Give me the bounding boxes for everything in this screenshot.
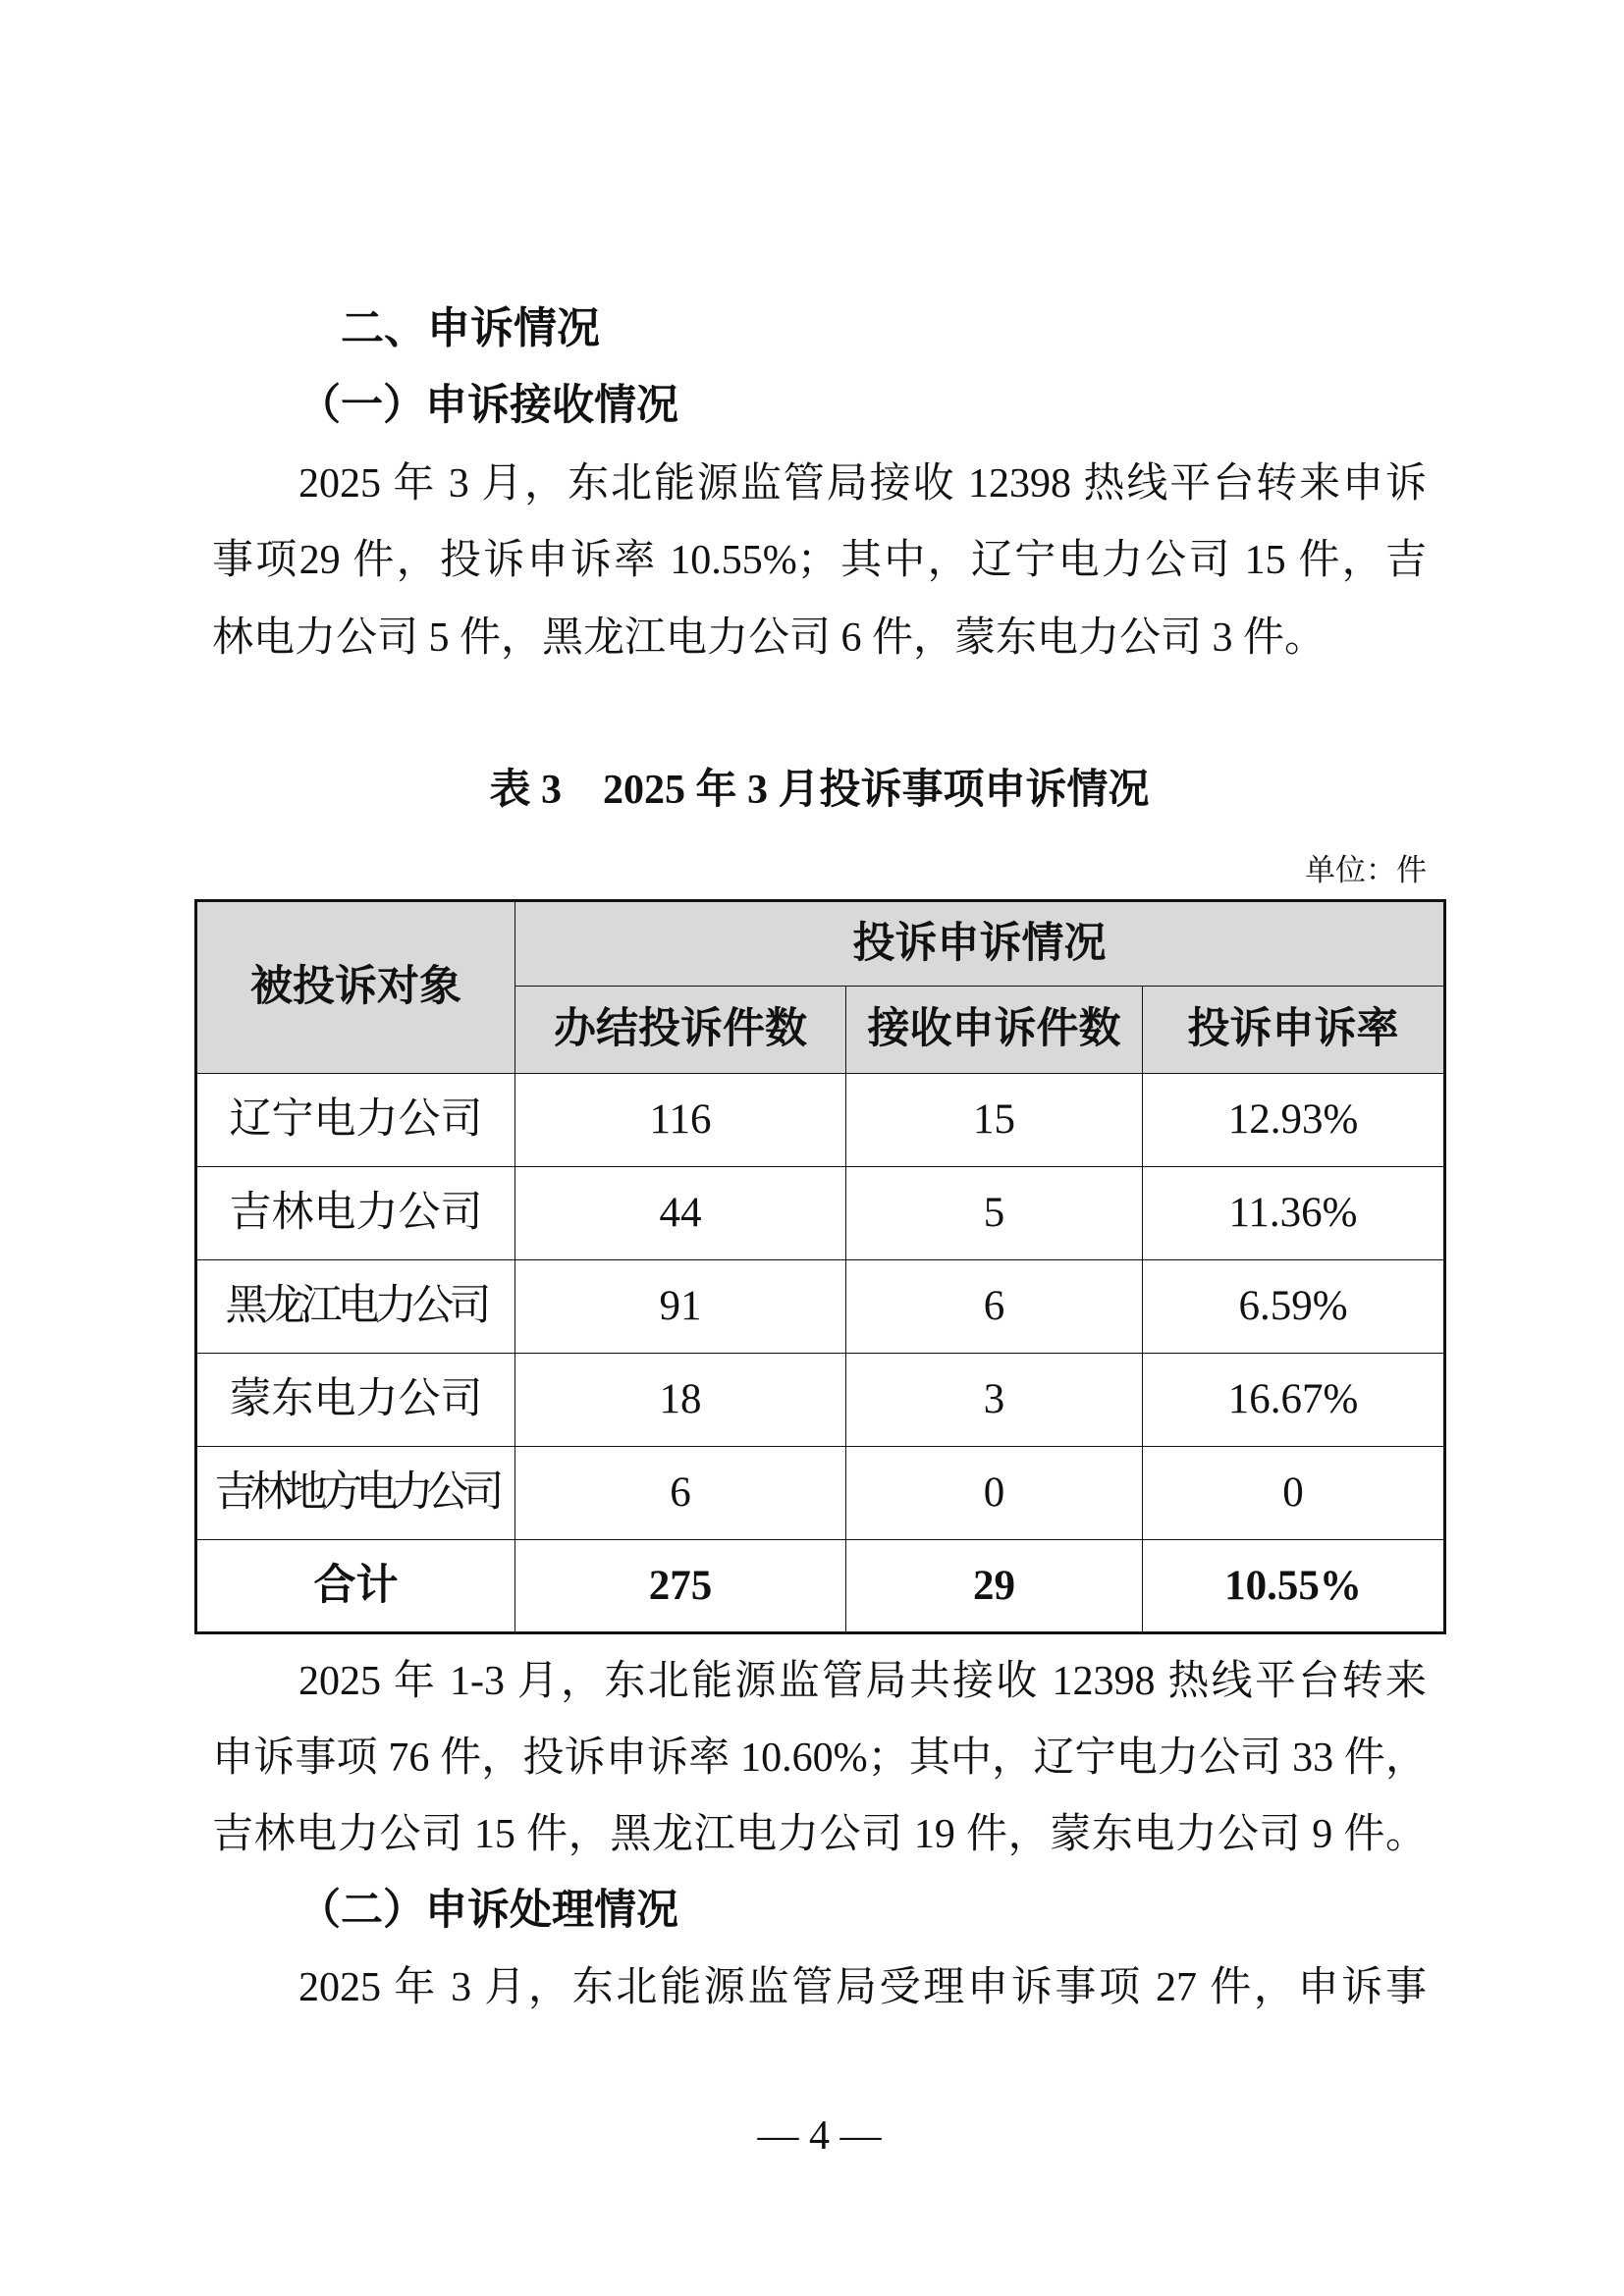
- total-closed-count-cell: 275: [515, 1540, 846, 1633]
- header-closed-complaints: 办结投诉件数: [515, 987, 846, 1074]
- paragraph-line: 2025 年 3 月，东北能源监管局受理申诉事项 27 件，申诉事: [298, 1965, 1427, 2010]
- table-title: 表 3 2025 年 3 月投诉事项申诉情况: [489, 768, 1150, 813]
- paragraph-line: 林电力公司 5 件，黑龙江电力公司 6 件，蒙东电力公司 3 件。: [212, 615, 1326, 661]
- appeal-count-cell: 3: [846, 1354, 1143, 1447]
- header-received-appeals: 接收申诉件数: [846, 987, 1143, 1074]
- closed-count-cell: 6: [515, 1447, 846, 1540]
- table-total-row: [196, 1540, 1445, 1633]
- company-cell: 吉林地方电力公司: [196, 1447, 515, 1540]
- total-label-cell: 合计: [196, 1540, 515, 1633]
- paragraph-q1-appeals: [212, 1643, 1427, 1873]
- paragraph-line: 2025 年 1-3 月，东北能源监管局共接收 12398 热线平台转来: [298, 1659, 1427, 1704]
- appeal-count-cell: 5: [846, 1167, 1143, 1260]
- section-appeals-top: [212, 291, 1427, 677]
- paragraph-line: 事项29 件，投诉申诉率 10.55%；其中，辽宁电力公司 15 件，吉: [212, 538, 1427, 584]
- page-number: — 4 —: [757, 2113, 882, 2159]
- company-cell: 黑龙江电力公司: [196, 1260, 515, 1354]
- table-header-row: [196, 901, 1445, 987]
- paragraph-line: 2025 年 3 月，东北能源监管局接收 12398 热线平台转来申诉: [298, 460, 1427, 507]
- company-cell: 蒙东电力公司: [196, 1354, 515, 1447]
- header-appeal-rate: 投诉申诉率: [1143, 987, 1445, 1074]
- table-row: [196, 1167, 1445, 1260]
- header-complaint-target: 被投诉对象: [196, 901, 515, 1074]
- table-row: [196, 1354, 1445, 1447]
- appeal-rate-cell: 16.67%: [1143, 1354, 1445, 1447]
- appeal-rate-cell: 11.36%: [1143, 1167, 1445, 1260]
- appeal-rate-cell: 12.93%: [1143, 1074, 1445, 1167]
- closed-count-cell: 116: [515, 1074, 846, 1167]
- closed-count-cell: 44: [515, 1167, 846, 1260]
- paragraph-appeal-handling: [212, 1949, 1427, 2026]
- appeal-count-cell: 6: [846, 1260, 1143, 1354]
- appeal-count-cell: 15: [846, 1074, 1143, 1167]
- table-unit-label: 单位：件: [1305, 853, 1427, 887]
- appeal-rate-cell: 0: [1143, 1447, 1445, 1540]
- subsection-heading-appeal-receipt: （一）申诉接收情况: [298, 382, 678, 429]
- paragraph-line: 申诉事项 76 件，投诉申诉率 10.60%；其中，辽宁电力公司 33 件，: [212, 1735, 1427, 1781]
- total-appeal-count-cell: 29: [846, 1540, 1143, 1633]
- paragraph-march-appeals: [212, 446, 1427, 677]
- closed-count-cell: 18: [515, 1354, 846, 1447]
- closed-count-cell: 91: [515, 1260, 846, 1354]
- appeal-count-cell: 0: [846, 1447, 1143, 1540]
- table-row: [196, 1074, 1445, 1167]
- appeals-table: [194, 899, 1446, 1634]
- subsection-heading-appeal-handling: （二）申诉处理情况: [298, 1888, 678, 1934]
- total-appeal-rate-cell: 10.55%: [1143, 1540, 1445, 1633]
- company-cell: 吉林电力公司: [196, 1167, 515, 1260]
- company-cell: 辽宁电力公司: [196, 1074, 515, 1167]
- appeal-rate-cell: 6.59%: [1143, 1260, 1445, 1354]
- header-appeal-situation: 投诉申诉情况: [515, 901, 1445, 987]
- table-row: [196, 1260, 1445, 1354]
- section-heading: 二、申诉情况: [341, 304, 600, 352]
- table-row: [196, 1447, 1445, 1540]
- section-appeals-bottom: [212, 1643, 1427, 2026]
- paragraph-line: 吉林电力公司 15 件，黑龙江电力公司 19 件，蒙东电力公司 9 件。: [212, 1812, 1427, 1857]
